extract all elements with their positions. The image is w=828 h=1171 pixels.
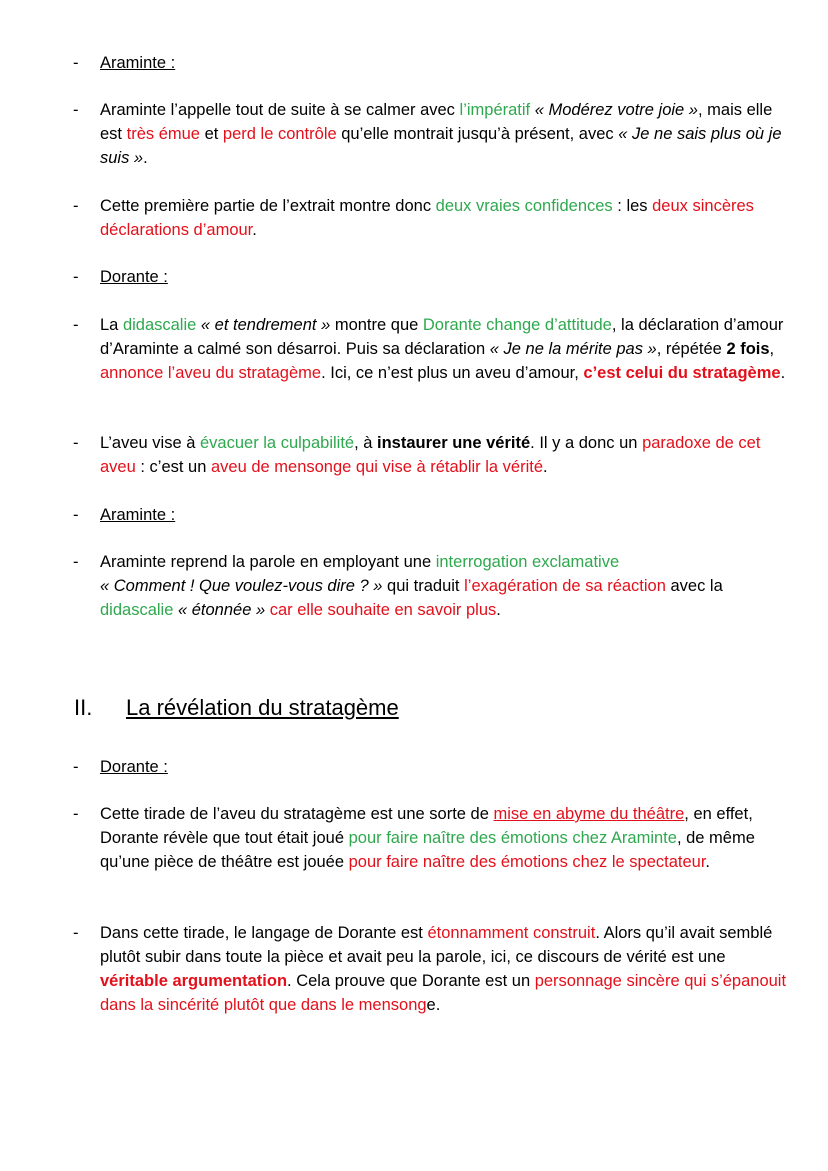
bullet-dash: - <box>73 924 79 942</box>
text-run: . <box>252 221 257 239</box>
highlight-red-bold: c’est celui du stratagème <box>583 364 781 382</box>
speaker-label <box>100 51 788 75</box>
text-run: , répétée <box>656 340 727 358</box>
text-run: Araminte reprend la parole en employant une <box>100 553 436 571</box>
speaker-name: Dorante : <box>100 268 168 286</box>
bullet-dash: - <box>73 197 79 215</box>
speaker-label <box>100 755 788 779</box>
section-number: II. <box>74 695 93 720</box>
text-run: , en effet, Dorante révèle que tout était joué <box>100 805 753 847</box>
highlight-green: interrogation exclamative <box>435 553 620 571</box>
highlight-red: pour faire naître des émotions chez le spectateur <box>348 853 706 871</box>
quote: « Je ne sais plus où je suis » <box>100 125 782 167</box>
text-run: , <box>769 340 775 358</box>
highlight-red: deux sincères déclarations d’amour <box>100 197 754 239</box>
bullet-dash: - <box>73 805 79 823</box>
highlight-green: l’impératif <box>459 101 531 119</box>
paragraph-text <box>100 313 788 385</box>
highlight-green: deux vraies confidences <box>435 197 613 215</box>
text-run: et <box>199 125 223 143</box>
highlight-green: pour faire naître des émotions chez Araminte <box>348 829 677 847</box>
paragraph-text <box>100 98 788 170</box>
speaker-label <box>100 503 788 527</box>
bullet-dash: - <box>73 101 79 119</box>
highlight-red-underlined: mise en abyme du théâtre <box>493 805 685 823</box>
text-run: qu’elle montrait jusqu’à présent, avec <box>336 125 619 143</box>
speaker-label <box>100 265 788 289</box>
text-run: : les <box>612 197 653 215</box>
highlight-red: l’exagération de sa réaction <box>464 577 666 595</box>
bullet-dash: - <box>73 316 79 334</box>
bullet-dash: - <box>73 758 79 776</box>
quote: « Modérez votre joie » <box>530 101 698 119</box>
quote: « étonnée » <box>173 601 266 619</box>
highlight-red: paradoxe de cet aveu <box>100 434 761 476</box>
text-run: , à <box>354 434 378 452</box>
bold-text: 2 fois <box>726 340 770 358</box>
highlight-green: Dorante change d’attitude <box>422 316 612 334</box>
text-run: : c’est un <box>135 458 211 476</box>
text-run: , de même qu’une pièce de théâtre est jouée <box>100 829 755 871</box>
quote: « Je ne la mérite pas » <box>489 340 657 358</box>
text-run: . Il y a donc un <box>530 434 643 452</box>
text-run: e. <box>426 996 441 1014</box>
text-run: . <box>780 364 786 382</box>
text-run: . Alors qu’il avait semblé plutôt subir dans toute la pièce et avait peu la parole, ici, ce discours de vérité est une <box>100 924 773 966</box>
highlight-red: personnage sincère qui s’épanouit dans la sincérité plutôt que dans le mensong <box>100 972 787 1014</box>
text-run: Dans cette tirade, le langage de Dorante est <box>100 924 428 942</box>
highlight-red: car elle souhaite en savoir plus <box>265 601 497 619</box>
paragraph-text <box>100 431 788 479</box>
text-run: . <box>143 149 148 167</box>
highlight-red-bold: véritable argumentation <box>100 972 288 990</box>
text-run: , la déclaration d’amour d’Araminte a calmé son désarroi. Puis sa déclaration <box>100 316 784 358</box>
text-run: . Ici, ce n’est plus un aveu d’amour, <box>321 364 584 382</box>
bullet-dash: - <box>73 553 79 571</box>
bullet-dash: - <box>73 54 79 72</box>
paragraph-text <box>100 802 788 874</box>
section-title: La révélation du stratagème <box>126 695 399 720</box>
text-run: Cette tirade de l’aveu du stratagème est une sorte de <box>100 805 494 823</box>
text-run: Cette première partie de l’extrait montre donc <box>100 197 436 215</box>
text-run: montre que <box>330 316 423 334</box>
highlight-green: didascalie <box>100 601 174 619</box>
speaker-name: Araminte : <box>100 506 176 524</box>
highlight-green: didascalie <box>122 316 197 334</box>
paragraph-text <box>100 921 788 1017</box>
highlight-red: étonnamment construit <box>427 924 596 942</box>
highlight-red: aveu de mensonge qui vise à rétablir la vérité <box>210 458 544 476</box>
text-run: . <box>543 458 548 476</box>
text-run: . Cela prouve que Dorante est un <box>287 972 535 990</box>
highlight-red: annonce l’aveu du stratagème <box>100 364 322 382</box>
highlight-red: très émue <box>126 125 200 143</box>
bullet-dash: - <box>73 506 79 524</box>
text-run: Araminte l’appelle tout de suite à se calmer avec <box>100 101 460 119</box>
text-run: . <box>496 601 501 619</box>
bullet-dash: - <box>73 268 79 286</box>
text-run: qui traduit <box>382 577 465 595</box>
quote: « et tendrement » <box>196 316 331 334</box>
text-run: L’aveu vise à <box>100 434 200 452</box>
bold-text: instaurer une vérité <box>377 434 531 452</box>
bullet-dash: - <box>73 434 79 452</box>
speaker-name: Araminte : <box>100 54 176 72</box>
paragraph-text <box>100 550 788 622</box>
quote: « Comment ! Que voulez-vous dire ? » <box>100 577 383 595</box>
highlight-green: évacuer la culpabilité <box>199 434 355 452</box>
text-run: . <box>705 853 710 871</box>
text-run: , mais elle est <box>100 101 773 143</box>
paragraph-text <box>100 194 788 242</box>
speaker-name: Dorante : <box>100 758 168 776</box>
highlight-red: perd le contrôle <box>222 125 337 143</box>
text-run: avec la <box>665 577 723 595</box>
text-run: La <box>100 316 123 334</box>
